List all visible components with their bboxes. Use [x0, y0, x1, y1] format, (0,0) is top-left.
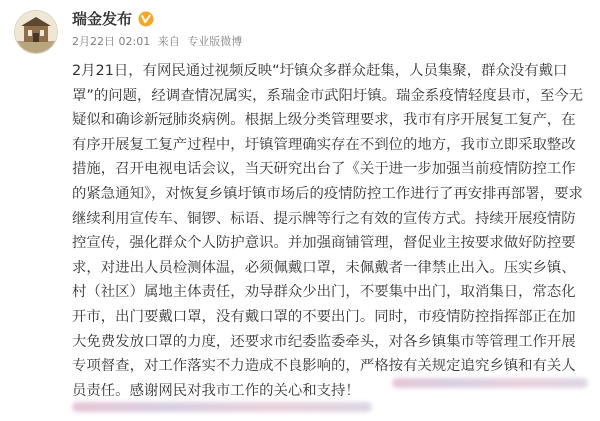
- source-prefix: 来自: [157, 35, 180, 48]
- author-name[interactable]: 瑞金发布: [72, 10, 133, 28]
- blurred-watermark: [392, 378, 588, 388]
- blurred-watermark: [72, 402, 372, 412]
- post-meta: [72, 35, 246, 49]
- post-content: [72, 59, 588, 403]
- post-header: [72, 9, 154, 29]
- verified-badge-icon: [138, 11, 154, 27]
- post-text: 2月21日，有网民通过视频反映“圩镇众多群众赶集，人员集聚，群众没有戴口罩”的问题，经调查情况属实，系瑞金市武阳圩镇。瑞金系疫情轻度县市，至今无疑似和确诊新冠肺炎病例。根据上级分类管理要求，我市有序开展复工复产，在有序开展复工复产过程中，圩镇管理确实存在不到位的地方，我市立即采取整改措施，召开电视电话会议，当天研究出台了《关于进一步加强当前疫情防控工作的紧急通知》，对恢复乡镇圩镇市场后的疫情防控工作进行了再安排再部署，要求继续利用宣传车、铜锣、标语、提示牌等行之有效的宣传方式。持续开展疫情防控宣传，强化群众个人防护意识。并加强商铺管理，督促业主按要求做好防控要求，对进出人员检测体温，必须佩戴口罩，未佩戴者一律禁止出入。压实乡镇、村（社区）属地主体责任，劝导群众少出门，不要集中出门，取消集日，常态化开市，出门要戴口罩，没有戴口罩的不要出门。同时，市疫情防控指挥部正在加大免费发放口罩的力度，还要求市纪委监委牵头，对各乡镇集市等管理工作开展专项督查，对工作落实不力造成不良影响的，严格按有关规定追究乡镇和有关人员责任。感谢网民对我市工作的关心和支持！: [72, 63, 584, 399]
- avatar[interactable]: [14, 10, 58, 54]
- avatar-image: [15, 11, 57, 53]
- post-source[interactable]: 专业版微博: [187, 35, 243, 48]
- post-timestamp[interactable]: 2月22日 02:01: [72, 35, 151, 48]
